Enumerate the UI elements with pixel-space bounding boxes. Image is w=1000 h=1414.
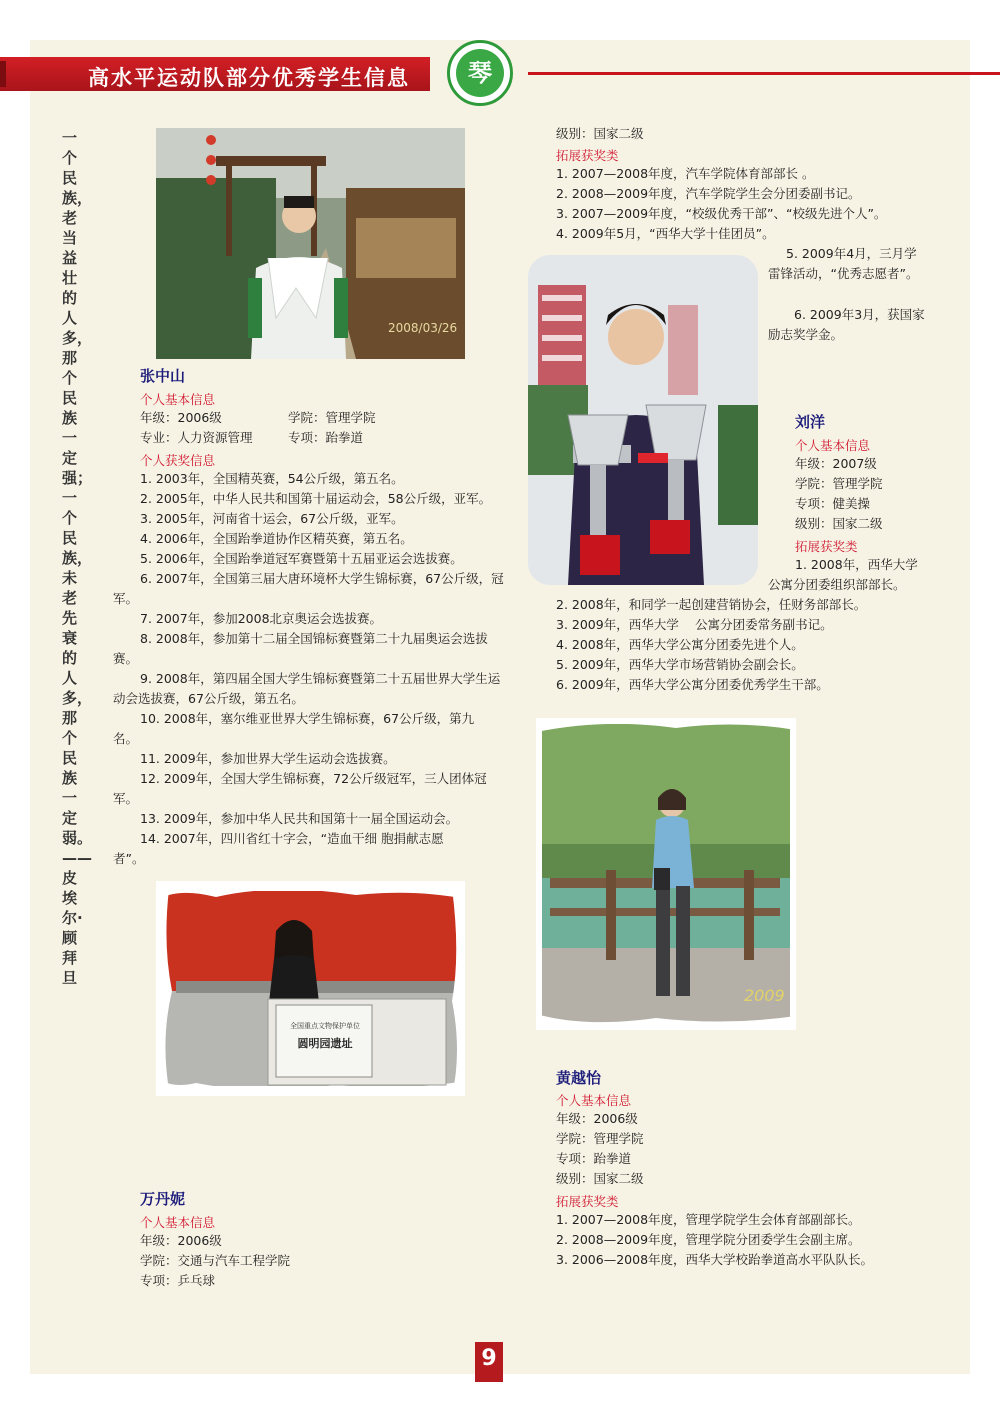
zhang-award-12: 12. 2009年，全国大学生锦标赛，72公斤级冠军，三人团体冠军。 [113,771,487,806]
top-right-award-4: 4. 2009年5月，“西华大学十佳团员”。 [556,226,775,241]
top-right-award-1: 1. 2007—2008年度，汽车学院体育部部长 。 [556,166,815,181]
zhang-award-14: 14. 2007年，四川省红十字会，“造血干细 胞捐献志愿者”。 [113,831,444,866]
liu-award-label: 拓展获奖类 [795,539,858,554]
huang-specialty: 专项：跆拳道 [556,1151,632,1166]
vertical-quote: 一个民族，老当益壮的人多，那个民族一定强；一个民族，未老先衰的人多，那个民族一定弱。——皮埃尔·顾拜旦 [62,129,93,987]
huang-award-3: 3. 2006—2008年度，西华大学校跆拳道高水平队队长。 [556,1252,874,1267]
sign-line-2: 圆明园遗址 [297,1037,353,1050]
top-right-award-6: 6. 2009年3月，获国家励志奖学金。 [768,307,925,342]
wan-basic-info-label: 个人基本信息 [140,1215,216,1230]
zhang-award-7: 7. 2007年，参加2008北京奥运会选拔赛。 [140,611,383,626]
liu-award-2: 2. 2008年，和同学一起创建营销协会，任财务部部长。 [556,597,867,612]
huang-award-label: 拓展获奖类 [556,1194,619,1209]
huang-basic-info-label: 个人基本信息 [556,1093,632,1108]
zhang-specialty: 专项：跆拳道 [288,430,364,445]
student-name-huang: 黄越怡 [556,1069,602,1087]
student-name-wan: 万丹妮 [140,1190,186,1208]
huang-level: 级别：国家二级 [556,1171,644,1186]
top-right-award-2: 2. 2008—2009年度，汽车学院学生会分团委副书记。 [556,186,861,201]
huang-grade: 年级：2006级 [556,1111,638,1126]
zhang-award-4: 4. 2006年，全国跆拳道协作区精英赛，第五名。 [140,531,413,546]
zhang-award-6: 6. 2007年，全国第三届大唐环境杯大学生锦标赛，67公斤级，冠军。 [113,571,504,606]
wan-grade: 年级：2006级 [140,1233,222,1248]
zhang-basic-info-label: 个人基本信息 [140,392,216,407]
photo-wan [156,881,465,1096]
photo-huang-image [536,718,796,1030]
liu-level: 级别：国家二级 [795,516,883,531]
student-name-liu: 刘洋 [795,413,826,431]
top-right-award-3: 3. 2007—2009年度，“校级优秀干部”、“校级先进个人”。 [556,206,887,221]
liu-award-5: 5. 2009年，西华大学市场营销协会副会长。 [556,657,804,672]
wan-specialty: 专项：乒乓球 [140,1273,216,1288]
zhang-award-8: 8. 2008年，参加第十二届全国锦标赛暨第二十九届奥运会选拔赛。 [113,631,488,666]
zhang-award-5: 5. 2006年，全国跆拳道冠军赛暨第十五届亚运会选拔赛。 [140,551,463,566]
zhang-award-13: 13. 2009年，参加中华人民共和国第十一届全国运动会。 [140,811,459,826]
photo-year-stamp: 2009 [744,986,785,1005]
photo-huang [536,718,796,1030]
photo-wan-image [156,881,465,1096]
zhang-award-10: 10. 2008年，塞尔维亚世界大学生锦标赛，67公斤级，第九名。 [113,711,475,746]
zhang-award-11: 11. 2009年，参加世界大学生运动会选拔赛。 [140,751,396,766]
zhang-award-1: 1. 2003年，全国精英赛，54公斤级，第五名。 [140,471,404,486]
header-rule [528,72,1000,75]
liu-award-4: 4. 2008年，西华大学公寓分团委先进个人。 [556,637,804,652]
student-name-zhang: 张中山 [140,367,186,385]
top-right-award-5: 5. 2009年4月，三月学雷锋活动，“优秀志愿者”。 [768,246,919,281]
photo-liu-image [528,255,758,585]
liu-grade: 年级：2007级 [795,456,877,471]
liu-award-3: 3. 2009年，西华大学 公寓分团委常务副书记。 [556,617,833,632]
zhang-grade: 年级：2006级 [140,410,222,425]
page-title: 高水平运动队部分优秀学生信息 [88,66,410,90]
wan-college: 学院：交通与汽车工程学院 [140,1253,291,1268]
top-right-level: 级别：国家二级 [556,126,644,141]
liu-basic-info-label: 个人基本信息 [795,438,871,453]
huang-award-2: 2. 2008—2009年度，管理学院分团委学生会副主席。 [556,1232,861,1247]
photo-zhang [156,128,465,359]
liu-college: 学院：管理学院 [795,476,883,491]
zhang-award-3: 3. 2005年，河南省十运会，67公斤级，亚军。 [140,511,404,526]
zhang-major: 专业：人力资源管理 [140,430,253,445]
logo-mark: 琴 [456,49,504,97]
logo [447,40,513,106]
photo-liu [528,255,758,585]
zhang-award-2: 2. 2005年，中华人民共和国第十届运动会，58公斤级，亚军。 [140,491,492,506]
liu-award-1: 1. 2008年，西华大学公寓分团委组织部部长。 [768,557,918,592]
liu-specialty: 专项：健美操 [795,496,871,511]
huang-award-1: 1. 2007—2008年度，管理学院学生会体育部副部长。 [556,1212,861,1227]
huang-college: 学院：管理学院 [556,1131,644,1146]
liu-award-6: 6. 2009年，西华大学公寓分团委优秀学生干部。 [556,677,829,692]
top-right-award-label: 拓展获奖类 [556,148,619,163]
zhang-award-label: 个人获奖信息 [140,453,216,468]
zhang-college: 学院：管理学院 [288,410,376,425]
zhang-award-9: 9. 2008年，第四届全国大学生锦标赛暨第二十五届世界大学生运动会选拔赛，67公斤级，第五名。 [113,671,501,706]
sign-line-1: 全国重点文物保护单位 [290,1022,360,1030]
page-number: 9 [481,1346,497,1371]
photo-date-stamp: 2008/03/26 [388,321,458,335]
